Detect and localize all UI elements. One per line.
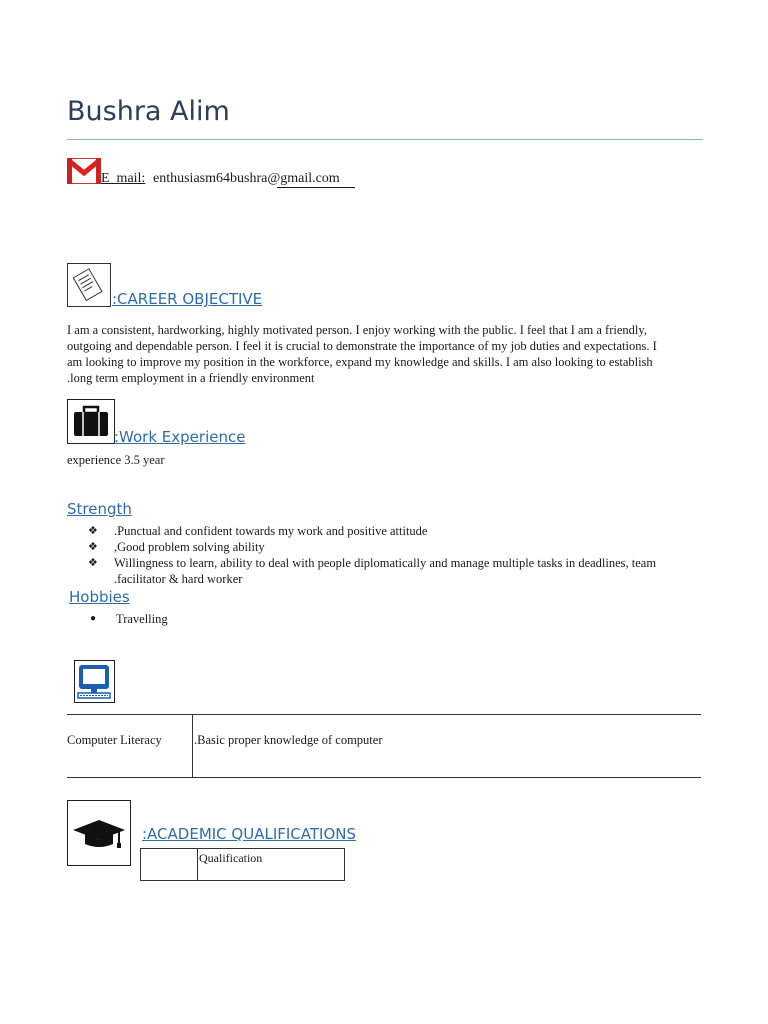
work-experience-text: experience 3.5 year [67, 453, 165, 467]
diamond-bullet-icon: ❖ [88, 540, 98, 553]
strength-item [88, 555, 700, 587]
strength-heading: Strength [67, 500, 132, 518]
qualification-header: Qualification [199, 851, 263, 865]
work-experience-heading: :Work Experience [114, 428, 246, 446]
hobby-item [90, 611, 168, 627]
computer-literacy-value: .Basic proper knowledge of computer [194, 733, 383, 747]
computer-literacy-table [67, 714, 701, 778]
strength-item-continuation: .facilitator & hard worker [114, 572, 243, 586]
diamond-bullet-icon: ❖ [88, 556, 98, 569]
strength-list [88, 523, 700, 587]
academic-table-divider [197, 849, 198, 880]
document-icon [67, 263, 111, 307]
resume-name: Bushra Alim [67, 96, 230, 127]
hobby-item-text: Travelling [116, 612, 168, 626]
career-line-2: outgoing and dependable person. I feel it is crucial to demonstrate the importance of my job duties and expectations. I [67, 339, 657, 353]
career-line-3: am looking to improve my position in the workforce, expand my knowledge and skills. I am also looking to establish [67, 355, 653, 369]
strength-item [88, 523, 700, 539]
email-label: E_mail: [101, 171, 146, 186]
gmail-icon [67, 158, 101, 184]
computer-icon [74, 660, 115, 703]
academic-table [140, 848, 345, 881]
computer-literacy-label: Computer Literacy [67, 733, 162, 747]
hobbies-list [90, 611, 168, 627]
email-underline [277, 187, 355, 188]
strength-item-text: ,Good problem solving ability [114, 540, 265, 554]
hobbies-heading: Hobbies [69, 588, 130, 606]
name-rule [67, 139, 703, 140]
diamond-bullet-icon: ❖ [88, 524, 98, 537]
strength-item-text: .Punctual and confident towards my work and positive attitude [114, 524, 428, 538]
career-objective-heading: :CAREER OBJECTIVE [112, 290, 263, 308]
briefcase-icon [67, 399, 115, 444]
email-value[interactable]: enthusiasm64bushra@gmail.com [153, 171, 340, 186]
strength-item-text: Willingness to learn, ability to deal with people diplomatically and manage multiple tasks in deadlines, team [114, 556, 657, 570]
table-divider [192, 715, 193, 777]
strength-item [88, 539, 700, 555]
career-line-4: .long term employment in a friendly environment [67, 371, 315, 385]
graduation-cap-icon [67, 800, 131, 866]
career-objective-text [67, 322, 707, 386]
round-bullet-icon: ● [90, 613, 97, 624]
academic-heading: :ACADEMIC QUALIFICATIONS [142, 825, 357, 843]
career-line-1: I am a consistent, hardworking, highly motivated person. I enjoy working with the public. I feel that I am a friendly, [67, 323, 647, 337]
